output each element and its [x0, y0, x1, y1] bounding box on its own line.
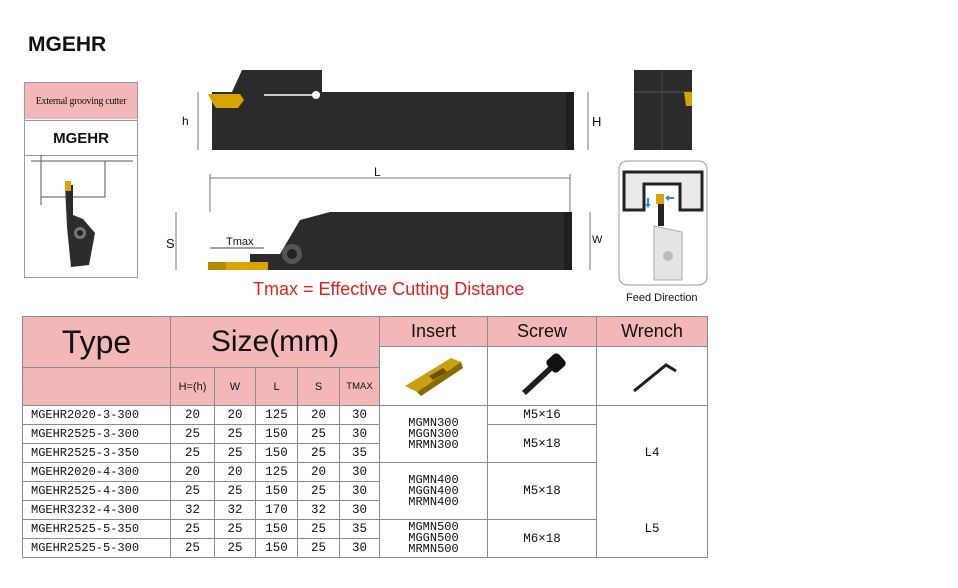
table-row [23, 501, 708, 520]
dim-tmax-label: Tmax [226, 236, 254, 248]
s-cell: 25 [298, 444, 340, 463]
h-cell: 25 [171, 482, 215, 501]
wrench-cell-l4: L4 [597, 406, 708, 501]
s-cell: 25 [298, 520, 340, 539]
sub-S: S [298, 368, 340, 406]
insert-icon [399, 352, 469, 396]
screw-cell: M5×18 [488, 425, 597, 463]
insert-code: MGGN300 [408, 426, 459, 441]
w-cell: 25 [215, 539, 256, 558]
l-cell: 170 [256, 501, 298, 520]
type-cell: MGEHR2020-3-300 [23, 406, 171, 425]
type-header: Type [23, 317, 171, 368]
type-cell: MGEHR3232-4-300 [23, 501, 171, 520]
screw-header: Screw [488, 317, 597, 347]
l-cell: 125 [256, 463, 298, 482]
insert-code: MRMN500 [408, 542, 459, 556]
s-cell: 20 [298, 463, 340, 482]
insert-header: Insert [380, 317, 488, 347]
card-heading: External grooving cutter [25, 83, 137, 119]
s-cell: 20 [298, 406, 340, 425]
dim-S-label: S [166, 236, 175, 251]
h-cell: 25 [171, 539, 215, 558]
insert-image [380, 347, 488, 406]
screw-cell: M6×18 [488, 520, 597, 558]
tmax-cell: 30 [340, 482, 380, 501]
w-cell: 32 [215, 501, 256, 520]
insert-code: MRMN400 [408, 494, 459, 509]
w-cell: 25 [215, 482, 256, 501]
screw-image [488, 347, 597, 406]
spec-table [22, 316, 708, 558]
l-cell: 150 [256, 539, 298, 558]
type-cell: MGEHR2525-5-350 [23, 520, 171, 539]
feed-direction-diagram [618, 160, 710, 288]
w-cell: 20 [215, 406, 256, 425]
page-title: MGEHR [28, 33, 107, 56]
tmax-cell: 30 [340, 463, 380, 482]
sub-L: L [256, 368, 298, 406]
tool-card [24, 82, 138, 278]
dim-W-label: W [592, 234, 603, 246]
w-cell: 25 [215, 425, 256, 444]
screw-cell: M5×18 [488, 463, 597, 520]
h-cell: 25 [171, 425, 215, 444]
type-cell: MGEHR2525-3-350 [23, 444, 171, 463]
h-cell: 20 [171, 463, 215, 482]
wrench-cell-l5: L5 [597, 501, 708, 558]
end-view-drawing [634, 70, 698, 152]
sub-W: W [215, 368, 256, 406]
tmax-cell: 30 [340, 406, 380, 425]
l-cell: 125 [256, 406, 298, 425]
insert-code: MGGN400 [408, 483, 459, 498]
h-cell: 20 [171, 406, 215, 425]
insert-code: MGGN500 [408, 531, 459, 545]
wrench-header: Wrench [597, 317, 708, 347]
insert-code: MGMN500 [408, 520, 459, 534]
s-cell: 32 [298, 501, 340, 520]
h-cell: 32 [171, 501, 215, 520]
insert-group-2 [380, 463, 488, 520]
tmax-cell: 35 [340, 520, 380, 539]
tmax-cell: 35 [340, 444, 380, 463]
card-code: MGEHR [25, 120, 137, 156]
l-cell: 150 [256, 425, 298, 444]
s-cell: 25 [298, 539, 340, 558]
type-cell: MGEHR2020-4-300 [23, 463, 171, 482]
wrench-image [597, 347, 708, 406]
screw-icon [512, 351, 572, 397]
insert-code: MGMN400 [408, 472, 459, 487]
top-view-drawing [160, 160, 610, 278]
table-row [23, 406, 708, 425]
size-header: Size(mm) [171, 317, 380, 368]
card-tool-sketch [25, 155, 137, 277]
l-cell: 150 [256, 444, 298, 463]
l-cell: 150 [256, 520, 298, 539]
side-view-drawing [180, 66, 610, 166]
type-cell: MGEHR2525-3-300 [23, 425, 171, 444]
s-cell: 25 [298, 482, 340, 501]
sub-H: H=(h) [171, 368, 215, 406]
type-cell: MGEHR2525-5-300 [23, 539, 171, 558]
insert-group-3 [380, 520, 488, 558]
l-cell: 150 [256, 482, 298, 501]
h-cell: 25 [171, 520, 215, 539]
w-cell: 25 [215, 520, 256, 539]
w-cell: 20 [215, 463, 256, 482]
sub-Tmax: TMAX [340, 368, 380, 406]
screw-cell: M5×16 [488, 406, 597, 425]
h-cell: 25 [171, 444, 215, 463]
tmax-cell: 30 [340, 425, 380, 444]
tmax-cell: 30 [340, 539, 380, 558]
s-cell: 25 [298, 425, 340, 444]
dim-h-label: h [182, 114, 189, 128]
type-cell: MGEHR2525-4-300 [23, 482, 171, 501]
dim-H-label: H [592, 114, 602, 129]
insert-code: MRMN300 [408, 437, 459, 452]
insert-group-1 [380, 406, 488, 463]
insert-code: MGMN300 [408, 415, 459, 430]
tmax-cell: 30 [340, 501, 380, 520]
w-cell: 25 [215, 444, 256, 463]
wrench-icon [622, 351, 682, 397]
feed-direction-label: Feed Direction [626, 292, 698, 304]
dim-L-label: L [374, 165, 381, 179]
tmax-note: Tmax = Effective Cutting Distance [253, 279, 525, 299]
